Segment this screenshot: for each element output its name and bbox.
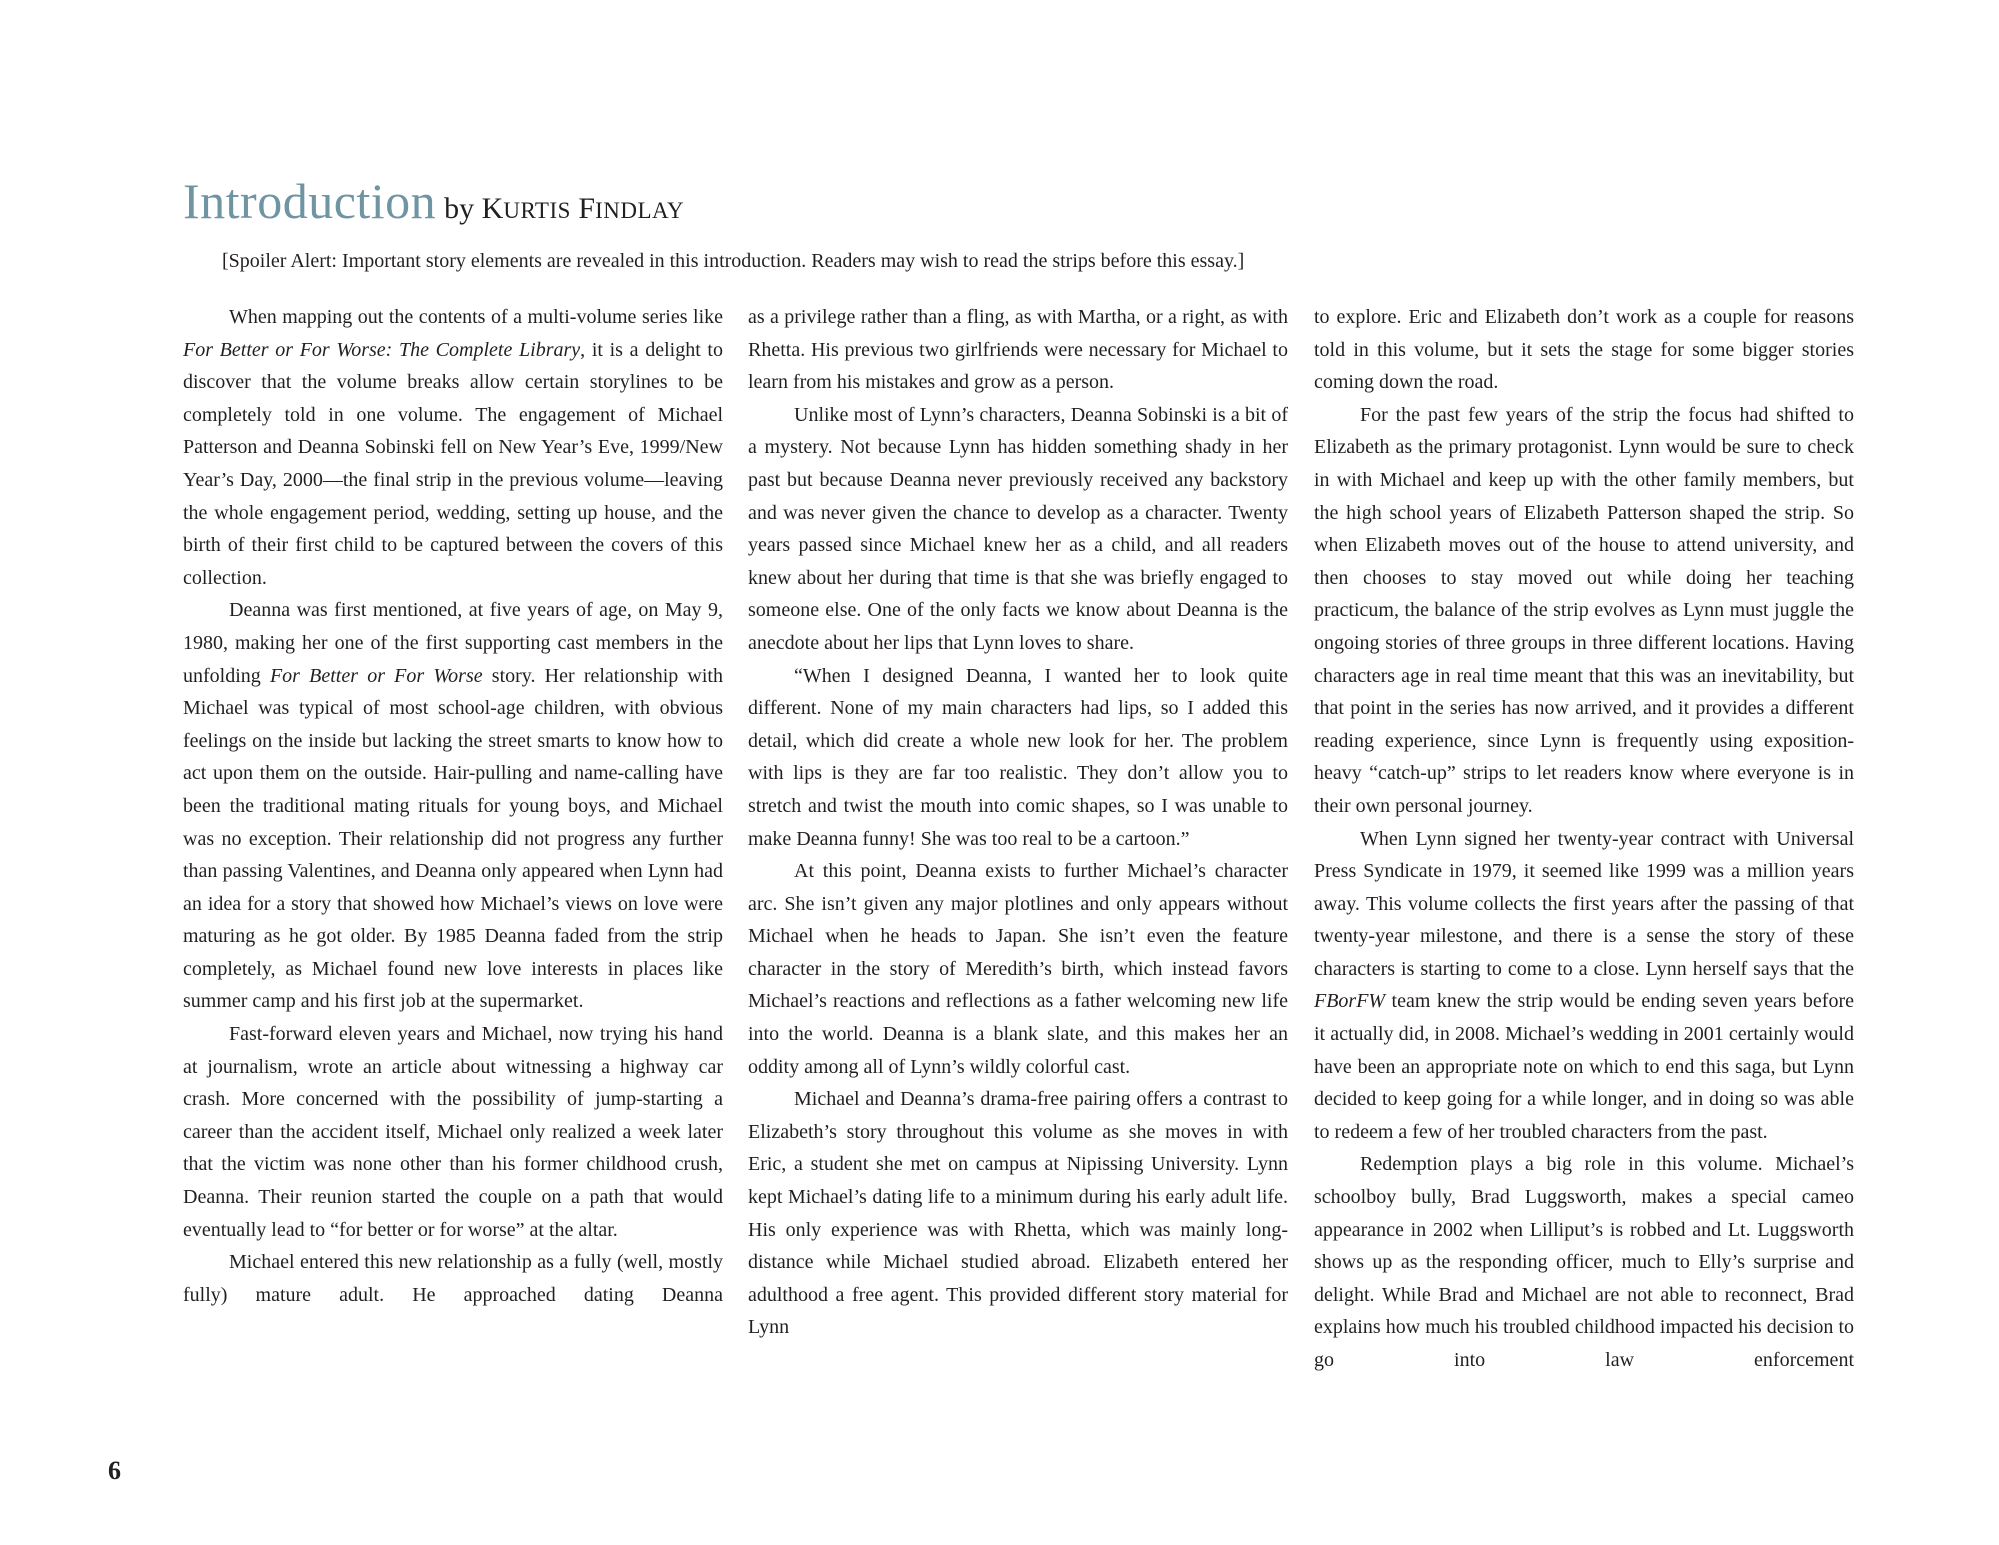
paragraph: Deanna was first mentioned, at five years of age, on May 9, 1980, making her one of the first supporting cast members in the unfolding For Better or For Worse story. Her relationship with Michael was typical of most school-age children, with obvious feelings on the inside but lacking the street smarts to know how to act upon them on the outside. Hair-pulling and name-calling have been the traditional mating rituals for young boys, and Michael was no exception. Their relationship did not progress any further than passing Valentines, and Deanna only appeared when Lynn had an idea for a story that showed how Michael’s views on love were maturing as he got older. By 1985 Deanna faded from the strip completely, as Michael found new love interests in places like summer camp and his first job at the supermarket. bbox=[183, 599, 723, 1013]
author-first-initial: K bbox=[481, 192, 504, 225]
book-title: For Better or For Worse: The Complete Library bbox=[183, 338, 581, 361]
page-number: 6 bbox=[108, 1456, 121, 1485]
text-column-1 bbox=[183, 301, 723, 1311]
text-column-2 bbox=[748, 301, 1288, 1344]
paragraph: For the past few years of the strip the focus had shifted to Elizabeth as the primary protagonist. Lynn would be sure to check in with Michael and keep up with the other family members, but the high school years of Elizabeth Patterson shaped the strip. So when Elizabeth moves out of the house to attend university, and then chooses to stay moved out while doing her teaching practicum, the balance of the strip evolves as Lynn must juggle the ongoing stories of three groups in three different locations. Having characters age in real time meant that this was an inevitability, but that point in the series has now arrived, and it provides a different reading experience, since Lynn is frequently using exposition-heavy “catch-up” strips to let readers know where everyone is in their own personal journey. bbox=[1314, 403, 1854, 817]
paragraph: When mapping out the contents of a multi-volume series like For Better or For Worse: The Complete Library, it is a delight to discover that the volume breaks allow certain storylines to be completely told in one volume. The engagement of Michael Patterson and Deanna Sobinski fell on New Year’s Eve, 1999/New Year’s Day, 2000—the final strip in the previous volume—leaving the whole engagement period, wedding, setting up house, and the birth of their first child to be captured between the covers of this collection. bbox=[183, 306, 723, 589]
paragraph: Unlike most of Lynn’s characters, Deanna Sobinski is a bit of a mystery. Not because Lynn has hidden something shady in her past but because Deanna never previously received any backstory and was never given the chance to develop as a character. Twenty years passed since Michael knew her as a child, and all readers knew about her during that time is that she was briefly engaged to someone else. One of the only facts we know about Deanna is the anecdote about her lips that Lynn loves to share. bbox=[748, 403, 1288, 654]
page-title bbox=[183, 172, 684, 230]
paragraph: Redemption plays a big role in this volume. Michael’s schoolboy bully, Brad Luggsworth, makes a special cameo appearance in 2002 when Lilliput’s is robbed and Lt. Luggsworth shows up as the responding officer, much to Elly’s surprise and delight. While Brad and Michael are not able to reconnect, Brad explains how much his troubled childhood impacted his decision to go into law enforcement bbox=[1314, 1153, 1854, 1371]
abbreviation-fborfw: FBorFW bbox=[1314, 990, 1386, 1013]
quote-paragraph: “When I designed Deanna, I wanted her to look quite different. None of my main characters had lips, so I added this detail, which did create a whole new look for her. The problem with lips is they are far too realistic. They don’t allow you to stretch and twist the mouth into comic shapes, so I was unable to make Deanna funny! She was too real to be a cartoon.” bbox=[748, 664, 1288, 850]
paragraph: to explore. Eric and Elizabeth don’t work as a couple for reasons told in this volume, but it sets the stage for some bigger stories coming down the road. bbox=[1314, 306, 1854, 394]
paragraph: When Lynn signed her twenty-year contract with Universal Press Syndicate in 1979, it seemed like 1999 was a million years away. This volume collects the first years after the passing of that twenty-year milestone, and there is a sense the story of these characters is starting to come to a close. Lynn herself says that the FBorFW team knew the strip would be ending seven years before it actually did, in 2008. Michael’s wedding in 2001 certainly would have been an appropriate note on which to end this saga, but Lynn decided to keep going for a while longer, and in doing so was able to redeem a few of her troubled characters from the past. bbox=[1314, 827, 1854, 1143]
title-introduction: Introduction bbox=[183, 173, 437, 229]
paragraph: Fast-forward eleven years and Michael, now trying his hand at journalism, wrote an article about witnessing a highway car crash. More concerned with the possibility of jump-starting a career than the accident itself, Michael only realized a week later that the victim was none other than his former childhood crush, Deanna. Their reunion started the couple on a path that would eventually lead to “for better or for worse” at the altar. bbox=[183, 1023, 723, 1241]
paragraph: Michael and Deanna’s drama-free pairing offers a contrast to Elizabeth’s story throughout this volume as she moves in with Eric, a student she met on campus at Nipissing University. Lynn kept Michael’s dating life to a minimum during his early adult life. His only experience was with Rhetta, which was mainly long-distance while Michael studied abroad. Elizabeth entered her adulthood a free agent. This provided different story material for Lynn bbox=[748, 1088, 1288, 1339]
paragraph: At this point, Deanna exists to further Michael’s character arc. She isn’t given any major plotlines and only appears without Michael when he heads to Japan. She isn’t even the feature character in the story of Meredith’s birth, which instead favors Michael’s reactions and reflections as a father welcoming new life into the world. Deanna is a blank slate, and this makes her an oddity among all of Lynn’s wildly colorful cast. bbox=[748, 860, 1288, 1078]
title-byline bbox=[444, 192, 684, 225]
paragraph: Michael entered this new relationship as a fully (well, mostly fully) mature adult. He approached dating Deanna bbox=[183, 1251, 723, 1306]
author-first-rest: URTIS bbox=[503, 198, 571, 223]
paragraph: as a privilege rather than a fling, as with Martha, or a right, as with Rhetta. His previous two girlfriends were necessary for Michael to learn from his mistakes and grow as a person. bbox=[748, 306, 1288, 394]
author-last-initial: F bbox=[578, 192, 596, 225]
byline-by: by bbox=[444, 192, 475, 225]
strip-title: For Better or For Worse bbox=[269, 664, 483, 687]
author-last-rest: INDLAY bbox=[595, 198, 685, 223]
text-column-3 bbox=[1314, 301, 1854, 1377]
spoiler-alert: [Spoiler Alert: Important story elements are revealed in this introduction. Readers may wish to read the strips before this essay.] bbox=[222, 250, 1245, 272]
